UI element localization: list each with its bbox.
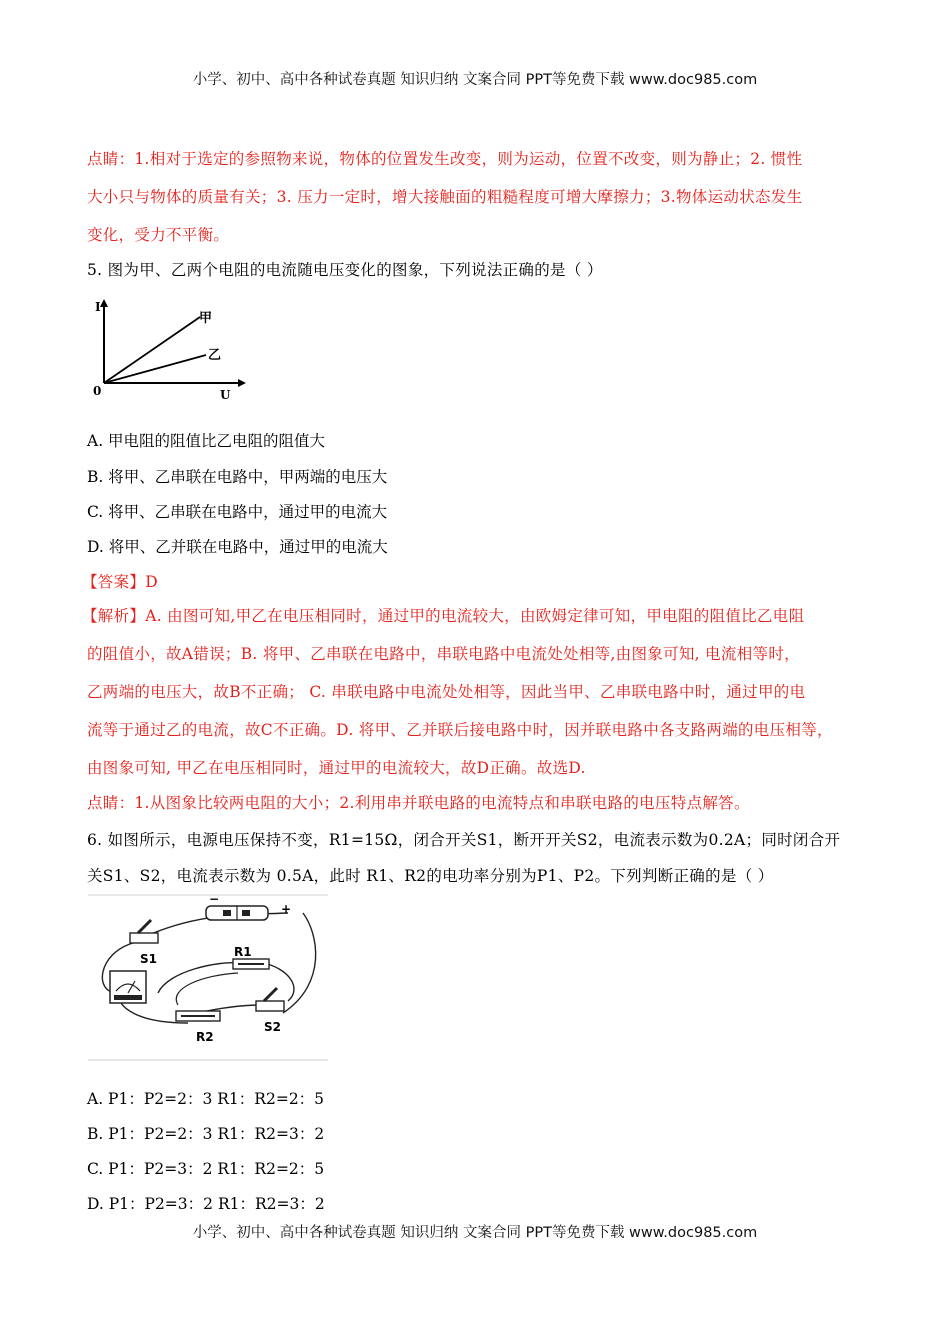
q6-stem-1: 6. 如图所示，电源电压保持不变，R1=15Ω，闭合开关S1，断开开关S2，电流表示数为0.2A；同时闭合开	[87, 831, 841, 849]
q5-analysis-1: 【解析】A. 由图可知,甲乙在电压相同时，通过甲的电流较大，由欧姆定律可知，甲电阻的阻值比乙电阻	[82, 607, 805, 625]
page-footer: 小学、初中、高中各种试卷真题 知识归纳 文案合同 PPT等免费下载 www.doc985.com	[192, 1225, 758, 1241]
note-line-2: 大小只与物体的质量有关；3. 压力一定时，增大接触面的粗糙程度可增大摩擦力；3.物体运动状态发生	[87, 188, 803, 206]
q5-answer: 【答案】D	[82, 573, 158, 591]
q5-tip: 点睛：1.从图象比较两电阻的大小；2.利用串并联电路的电流特点和串联电路的电压特点解答。	[87, 794, 750, 812]
s1-label: S1	[140, 952, 157, 966]
note-line-1: 点睛：1.相对于选定的参照物来说，物体的位置发生改变，则为运动，位置不改变，则为静止；2. 惯性	[87, 150, 803, 168]
q5-analysis-5: 由图象可知, 甲乙在电压相同时，通过甲的电流较大，故D正确。故选D.	[87, 759, 586, 777]
q6-option-a: A. P1：P2=2：3 R1：R2=2：5	[87, 1090, 325, 1108]
origin-label: 0	[93, 384, 102, 398]
ammeter	[110, 971, 146, 1003]
q6-stem-2: 关S1、S2，电流表示数为 0.5A，此时 R1、R2的电功率分别为P1、P2。下列判断正确的是（ ）	[87, 867, 774, 885]
q5-analysis-3: 乙两端的电压大，故B不正确； C. 串联电路中电流处处相等，因此当甲、乙串联电路中时，通过甲的电	[87, 683, 806, 701]
battery	[206, 906, 268, 920]
line-yi	[104, 355, 206, 383]
page-header: 小学、初中、高中各种试卷真题 知识归纳 文案合同 PPT等免费下载 www.doc985.com	[192, 72, 758, 88]
u-axis-arrow	[238, 379, 246, 387]
q5-option-a: A. 甲电阻的阻值比乙电阻的阻值大	[87, 432, 326, 450]
r1-label: R1	[234, 945, 252, 959]
q5-option-c: C. 将甲、乙串联在电路中，通过甲的电流大	[87, 503, 388, 521]
q5-analysis-2: 的阻值小，故A错误；B. 将甲、乙串联在电路中，串联电路中电流处处相等,由图象可知, 电流相等时，	[87, 645, 800, 663]
iu-graph	[90, 293, 250, 403]
q5-stem: 5. 图为甲、乙两个电阻的电流随电压变化的图象，下列说法正确的是（ ）	[87, 261, 603, 279]
resistor-r1	[233, 959, 269, 969]
jia-label: 甲	[199, 311, 213, 326]
note-line-3: 变化，受力不平衡。	[87, 226, 230, 244]
resistor-r2	[176, 1011, 220, 1021]
q5-analysis-4: 流等于通过乙的电流，故C不正确。D. 将甲、乙并联后接电路中时，因并联电路中各支路两端的电压相等，	[87, 721, 833, 739]
i-label: I	[95, 300, 101, 314]
minus-label: −	[209, 893, 220, 906]
q5-option-b: B. 将甲、乙串联在电路中，甲两端的电压大	[87, 468, 388, 486]
circuit-diagram	[88, 893, 328, 1063]
q5-option-d: D. 将甲、乙并联在电路中，通过甲的电流大	[87, 538, 388, 556]
yi-label: 乙	[208, 348, 222, 363]
q6-option-d: D. P1：P2=3：2 R1：R2=3：2	[87, 1195, 325, 1213]
u-label: U	[220, 388, 231, 402]
r2-label: R2	[196, 1030, 214, 1044]
q6-option-c: C. P1：P2=3：2 R1：R2=2：5	[87, 1160, 325, 1178]
s2-label: S2	[264, 1020, 281, 1034]
line-jia	[104, 317, 200, 383]
i-axis-arrow	[100, 299, 108, 307]
plus-label: +	[281, 902, 292, 916]
q6-option-b: B. P1：P2=2：3 R1：R2=3：2	[87, 1125, 325, 1143]
